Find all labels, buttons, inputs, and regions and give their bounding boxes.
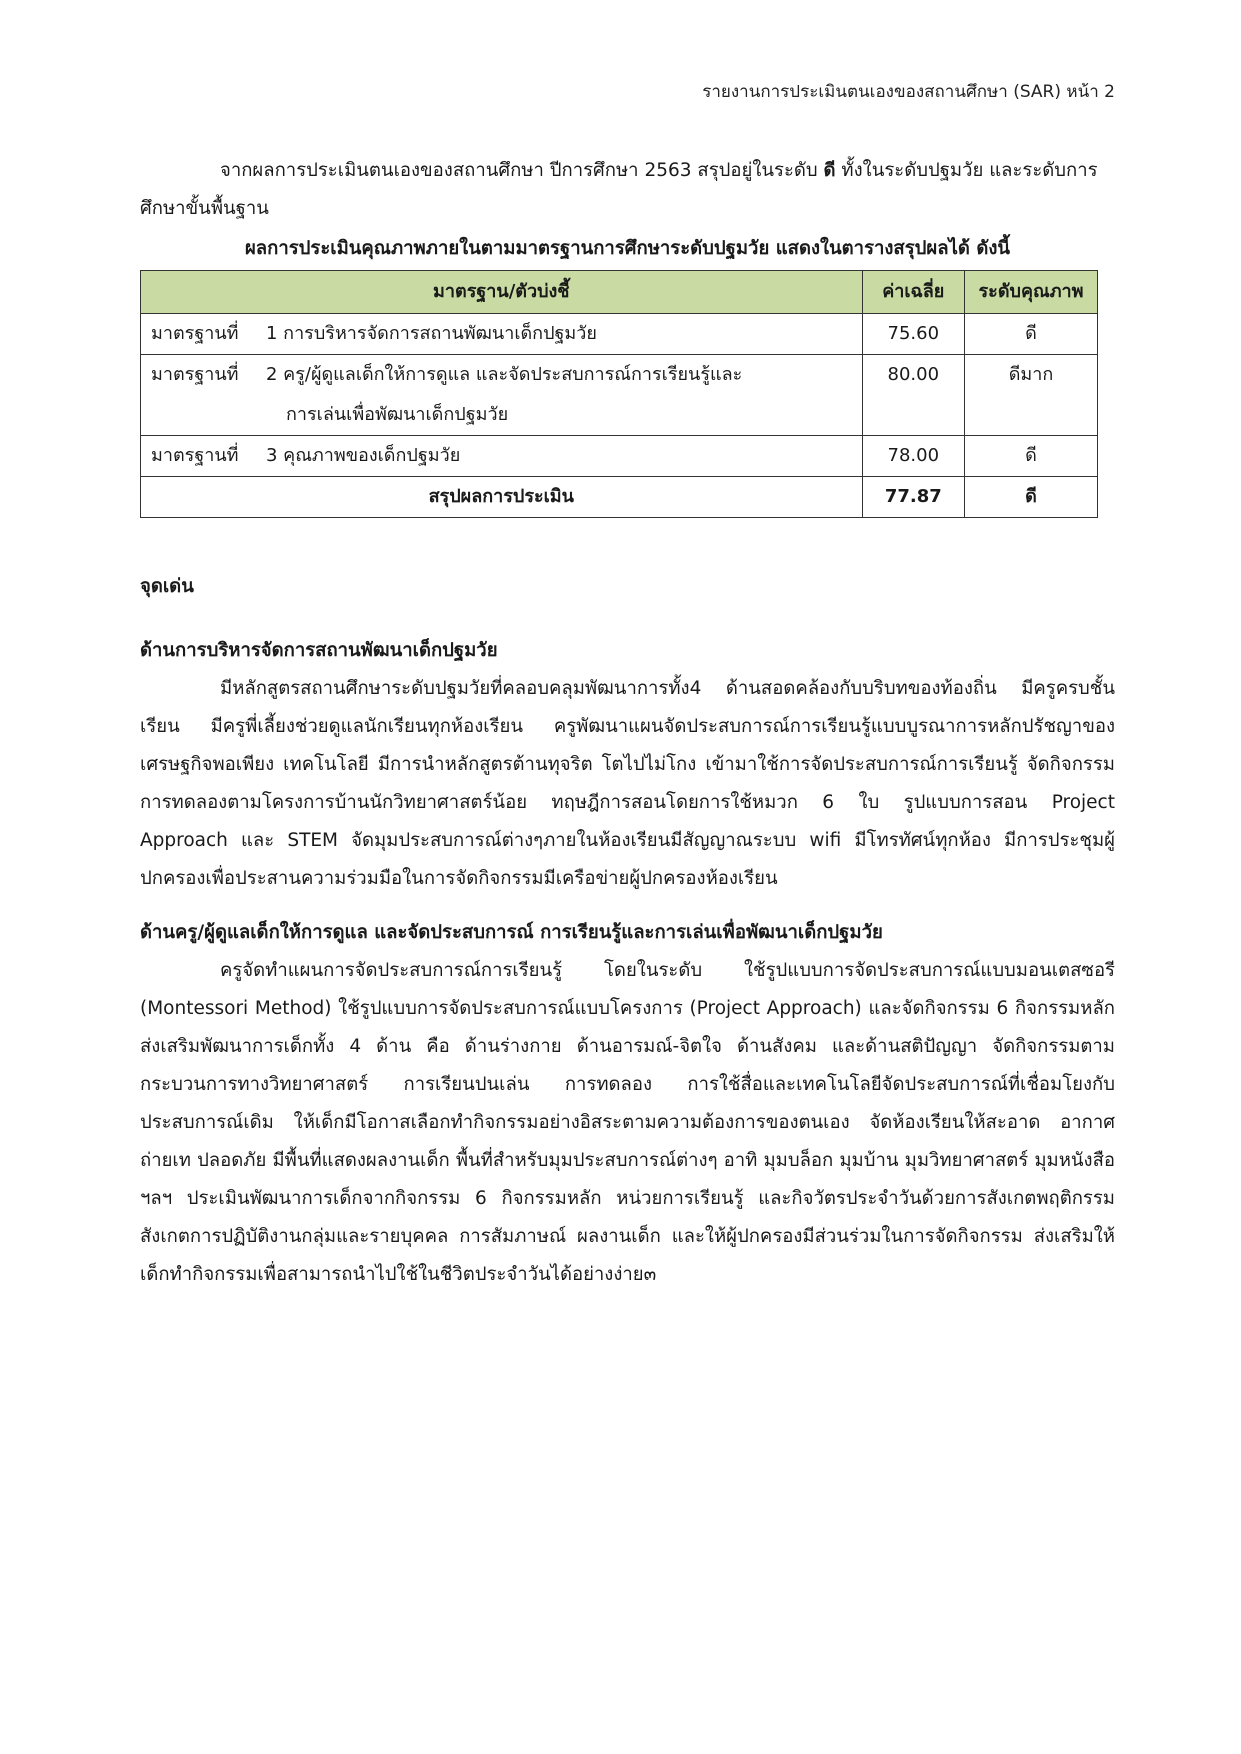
table-row bbox=[141, 314, 1098, 355]
header-level: ระดับคุณภาพ bbox=[965, 271, 1098, 314]
average-cell: 80.00 bbox=[862, 355, 964, 436]
standard-cell bbox=[141, 436, 863, 477]
summary-table bbox=[140, 270, 1098, 518]
standard-text: 2 ครู/ผู้ดูแลเด็กให้การดูแล และจัดประสบการณ์การเรียนรู้และ bbox=[266, 364, 743, 385]
running-header: รายงานการประเมินตนเองของสถานศึกษา (SAR) หน้า 2 bbox=[702, 82, 1115, 102]
table-title: ผลการประเมินคุณภาพภายในตามมาตรฐานการศึกษาระดับปฐมวัย แสดงในตารางสรุปผลได้ ดังนี้ bbox=[244, 238, 1011, 259]
level-cell: ดี bbox=[965, 314, 1098, 355]
table-total-row bbox=[141, 477, 1098, 518]
section-heading-teachers: ด้านครู/ผู้ดูแลเด็กให้การดูแล และจัดประสบการณ์ การเรียนรู้และการเล่นเพื่อพัฒนาเด็กปฐมวัย bbox=[140, 922, 883, 943]
standard-cell bbox=[141, 355, 863, 436]
page-content bbox=[140, 152, 1115, 1294]
standard-prefix: มาตรฐานที่ bbox=[151, 445, 239, 466]
total-level: ดี bbox=[965, 477, 1098, 518]
intro-text-after: ทั้งในระดับปฐมวัย และระดับการศึกษาขั้นพื้นฐาน bbox=[140, 160, 1098, 219]
standard-text: 3 คุณภาพของเด็กปฐมวัย bbox=[266, 445, 461, 466]
total-label: สรุปผลการประเมิน bbox=[141, 477, 863, 518]
level-cell: ดีมาก bbox=[965, 355, 1098, 436]
highlights-heading: จุดเด่น bbox=[140, 576, 194, 597]
intro-text-before: จากผลการประเมินตนเองของสถานศึกษา ปีการศึกษา 2563 สรุปอยู่ในระดับ bbox=[220, 160, 824, 181]
total-average: 77.87 bbox=[862, 477, 964, 518]
standard-text: 1 การบริหารจัดการสถานพัฒนาเด็กปฐมวัย bbox=[266, 323, 597, 344]
table-header-row bbox=[141, 271, 1098, 314]
intro-paragraph bbox=[140, 152, 1115, 228]
section-body-teachers: ครูจัดทำแผนการจัดประสบการณ์การเรียนรู้ โดยในระดับ ใช้รูปแบบการจัดประสบการณ์แบบมอนเตสซอรี (Montessori Method) ใช้รูปแบบการจัดประสบการณ์แบบโครงการ (Project Approach) และจัดกิจกรรม 6 กิจกรรมหลัก ส่งเสริมพัฒนาการเด็กทั้ง 4 ด้าน คือ ด้านร่างกาย ด้านอารมณ์-จิตใจ ด้านสังคม และด้านสติปัญญา จัดกิจกรรมตามกระบวนการทางวิทยาศาสตร์ การเรียนปนเล่น การทดลอง การใช้สื่อและเทคโนโลยีจัดประสบการณ์ที่เชื่อมโยงกับประสบการณ์เดิม ให้เด็กมีโอกาสเลือกทำกิจกรรมอย่างอิสระตามความต้องการของตนเอง จัดห้องเรียนให้สะอาด อากาศถ่ายเท ปลอดภัย มีพื้นที่แสดงผลงานเด็ก พื้นที่สำหรับมุมประสบการณ์ต่างๆ อาทิ มุมบล็อก มุมบ้าน มุมวิทยาศาสตร์ มุมหนังสือ ฯลฯ ประเมินพัฒนาการเด็กจากกิจกรรม 6 กิจกรรมหลัก หน่วยการเรียนรู้ และกิจวัตรประจำวันด้วยการสังเกตพฤติกรรม สังเกตการปฏิบัติงานกลุ่มและรายบุคคล การสัมภาษณ์ ผลงานเด็ก และให้ผู้ปกครองมีส่วนร่วมในการจัดกิจกรรม ส่งเสริมให้เด็กทำกิจกรรมเพื่อสามารถนำไปใช้ในชีวิตประจำวันได้อย่างง่าย๓ bbox=[140, 960, 1115, 1285]
header-average: ค่าเฉลี่ย bbox=[862, 271, 964, 314]
standard-cell bbox=[141, 314, 863, 355]
standard-prefix: มาตรฐานที่ bbox=[151, 323, 239, 344]
average-cell: 75.60 bbox=[862, 314, 964, 355]
intro-level: ดี bbox=[823, 160, 836, 181]
header-standard: มาตรฐาน/ตัวบ่งชี้ bbox=[141, 271, 863, 314]
standard-continuation: การเล่นเพื่อพัฒนาเด็กปฐมวัย bbox=[286, 404, 509, 425]
standard-prefix: มาตรฐานที่ bbox=[151, 364, 239, 385]
table-row bbox=[141, 355, 1098, 436]
average-cell: 78.00 bbox=[862, 436, 964, 477]
section-body-management: มีหลักสูตรสถานศึกษาระดับปฐมวัยที่คลอบคลุมพัฒนาการทั้ง4 ด้านสอดคล้องกับบริบทของท้องถิ่น มีครูครบชั้นเรียน มีครูพี่เลี้ยงช่วยดูแลนักเรียนทุกห้องเรียน ครูพัฒนาแผนจัดประสบการณ์การเรียนรู้แบบบูรณาการหลักปรัชญาของเศรษฐกิจพอเพียง เทคโนโลยี มีการนำหลักสูตรต้านทุจริต โตไปไม่โกง เข้ามาใช้การจัดประสบการณ์การเรียนรู้ จัดกิจกรรมการทดลองตามโครงการบ้านนักวิทยาศาสตร์น้อย ทฤษฎีการสอนโดยการใช้หมวก 6 ใบ รูปแบบการสอน Project Approach และ STEM จัดมุมประสบการณ์ต่างๆภายในห้องเรียนมีสัญญาณระบบ wifi มีโทรทัศน์ทุกห้อง มีการประชุมผู้ปกครองเพื่อประสานความร่วมมือในการจัดกิจกรรมมีเครือข่ายผู้ปกครองห้องเรียน bbox=[140, 678, 1115, 889]
section-heading-management: ด้านการบริหารจัดการสถานพัฒนาเด็กปฐมวัย bbox=[140, 640, 498, 661]
table-row bbox=[141, 436, 1098, 477]
level-cell: ดี bbox=[965, 436, 1098, 477]
